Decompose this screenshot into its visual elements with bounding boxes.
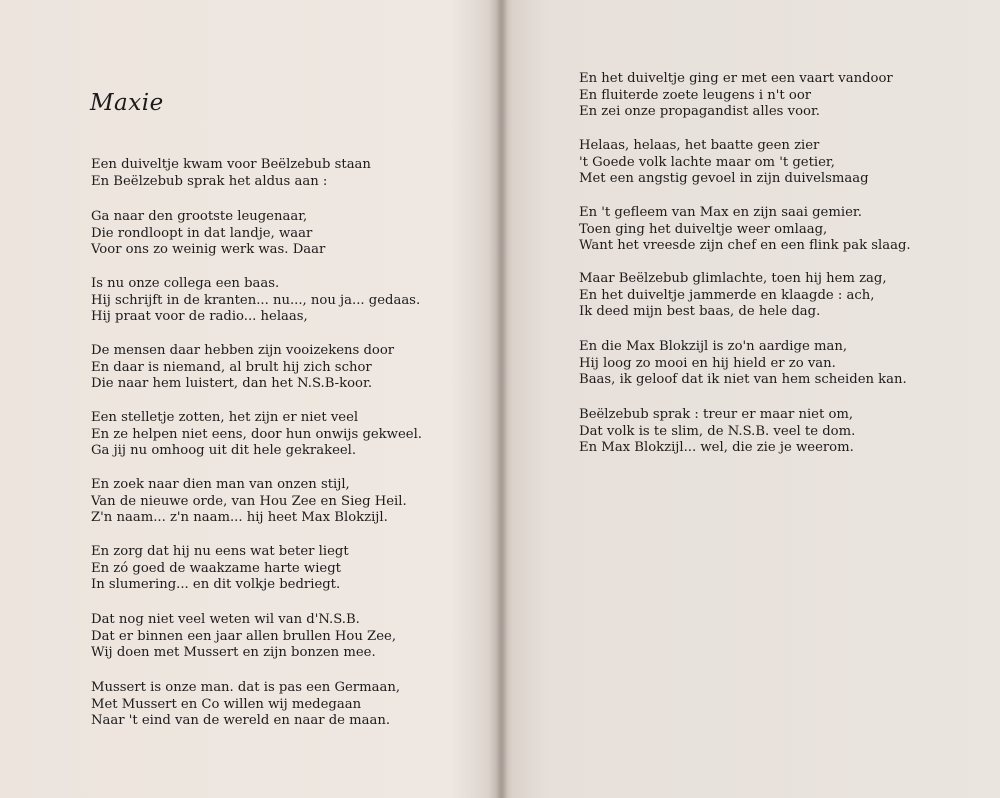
poem-line: En Max Blokzijl... wel, die zie je weerom.: [579, 440, 854, 455]
poem-line: En het duiveltje ging er met een vaart vandoor: [579, 71, 893, 86]
poem-line: En ze helpen niet eens, door hun onwijs gekweel.: [91, 426, 422, 442]
page-gutter-shadow: [488, 0, 500, 798]
poem-line: In slumering... en dit volkje bedriegt.: [91, 577, 341, 592]
stanza: [91, 276, 420, 326]
poem-line: En 't gefleem van Max en zijn saai gemier.: [579, 205, 862, 220]
poem-line: En zei onze propagandist alles voor.: [579, 104, 820, 119]
stanza: [91, 477, 407, 527]
poem-line: Hij schrijft in de kranten... nu..., nou ja... gedaas.: [91, 292, 421, 308]
stanza: [91, 157, 371, 190]
poem-line: Mussert is onze man. dat is pas een Germaan,: [91, 680, 401, 695]
right-page: [505, 0, 1000, 798]
stanza: [91, 343, 394, 393]
poem-line: Naar 't eind van de wereld en naar de maan.: [91, 713, 391, 728]
poem-line: Ik deed mijn best baas, de hele dag.: [579, 304, 821, 319]
poem-line: Wij doen met Mussert en zijn bonzen mee.: [91, 645, 376, 660]
stanza: [579, 138, 869, 188]
stanza: [91, 209, 325, 259]
poem-line: Voor ons zo weinig werk was. Daar: [91, 242, 326, 257]
poem-line: Is nu onze collega een baas.: [91, 276, 280, 291]
poem-line: Dat volk is te slim, de N.S.B. veel te dom.: [579, 423, 856, 439]
poem-line: Van de nieuwe orde, van Hou Zee en Sieg Heil.: [91, 493, 407, 509]
poem-line: Helaas, helaas, het baatte geen zier: [579, 138, 820, 153]
poem-line: En zorg dat hij nu eens wat beter liegt: [91, 544, 349, 559]
poem-line: Beëlzebub sprak : treur er maar niet om,: [579, 407, 854, 422]
poem-line: En daar is niemand, al brult hij zich schor: [91, 359, 372, 375]
stanza: [91, 410, 422, 460]
stanza: [91, 612, 396, 662]
poem-title: Maxie: [90, 90, 164, 116]
stanza: [91, 544, 349, 594]
stanza: [579, 205, 911, 255]
poem-line: En fluiterde zoete leugens i n't oor: [579, 87, 812, 103]
poem-line: Die naar hem luistert, dan het N.S.B-koor.: [91, 376, 373, 391]
poem-line: Dat nog niet veel weten wil van d'N.S.B.: [91, 612, 360, 627]
poem-line: Dat er binnen een jaar allen brullen Hou Zee,: [91, 628, 397, 644]
poem-line: Z'n naam... z'n naam... hij heet Max Blokzijl.: [91, 510, 388, 525]
stanza: [579, 339, 907, 389]
poem-line: En zó goed de waakzame harte wiegt: [91, 560, 341, 576]
poem-line: Een duiveltje kwam voor Beëlzebub staan: [91, 157, 371, 172]
poem-line: De mensen daar hebben zijn vooizekens door: [91, 343, 395, 358]
poem-line: Hij praat voor de radio... helaas,: [91, 309, 308, 324]
poem-line: En zoek naar dien man van onzen stijl,: [91, 477, 350, 492]
poem-line: Met Mussert en Co willen wij medegaan: [91, 696, 362, 712]
poem-line: Hij loog zo mooi en hij hield er zo van.: [579, 355, 836, 371]
poem-line: Een stelletje zotten, het zijn er niet veel: [91, 410, 359, 425]
poem-line: Ga naar den grootste leugenaar,: [91, 209, 308, 224]
poem-line: Met een angstig gevoel in zijn duivelsmaag: [579, 171, 869, 186]
poem-line: Maar Beëlzebub glimlachte, toen hij hem zag,: [579, 271, 887, 286]
stanza: [91, 680, 400, 730]
poem-line: Die rondloopt in dat landje, waar: [91, 225, 313, 241]
poem-line: Toen ging het duiveltje weer omlaag,: [579, 221, 828, 237]
poem-line: Baas, ik geloof dat ik niet van hem scheiden kan.: [579, 372, 907, 387]
poem-line: En het duiveltje jammerde en klaagde : ach,: [579, 287, 875, 303]
stanza: [579, 271, 887, 321]
stanza: [579, 71, 893, 121]
poem-line: Want het vreesde zijn chef en een flink pak slaag.: [579, 238, 911, 253]
poem-line: En Beëlzebub sprak het aldus aan :: [91, 173, 328, 189]
poem-line: 't Goede volk lachte maar om 't getier,: [579, 154, 835, 170]
stanza: [579, 407, 855, 457]
poem-line: Ga jij nu omhoog uit dit hele gekrakeel.: [91, 443, 357, 458]
poem-line: En die Max Blokzijl is zo'n aardige man,: [579, 339, 848, 354]
